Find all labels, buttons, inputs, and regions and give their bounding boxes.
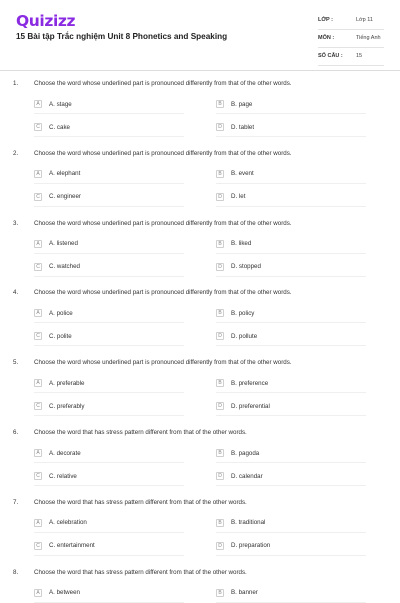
meta-value: Tiếng Anh [356, 35, 381, 41]
question-text: Choose the word whose underlined part is pronounced differently from that of the other words. [34, 80, 292, 87]
option-letter-box: A [34, 379, 42, 387]
answer-option-a[interactable] [34, 379, 84, 387]
answer-option-d[interactable] [216, 332, 257, 340]
option-label: D. stopped [231, 263, 261, 271]
answer-option-d[interactable] [216, 193, 245, 201]
option-letter-box: B [216, 170, 224, 178]
option-divider [34, 555, 184, 556]
answer-option-a[interactable] [34, 170, 80, 178]
answer-option-b[interactable] [216, 100, 252, 108]
question-number: 6. [13, 429, 19, 436]
option-letter-box: D [216, 472, 224, 480]
option-letter-box: A [34, 449, 42, 457]
option-divider [216, 532, 366, 533]
option-label: A. celebration [49, 519, 87, 527]
option-label: D. preparation [231, 542, 271, 550]
question-number: 4. [13, 289, 19, 297]
option-label: A. elephant [49, 170, 81, 178]
answer-option-b[interactable] [216, 170, 254, 178]
answer-option-b[interactable] [216, 240, 251, 248]
option-divider [216, 415, 366, 416]
meta-label: MÔN : [318, 35, 335, 41]
option-divider [216, 276, 366, 277]
question-text: Choose the word whose underlined part is pronounced differently from that of the other words. [34, 149, 292, 157]
option-divider [216, 253, 366, 254]
option-letter-box: C [34, 542, 42, 550]
option-divider [34, 136, 184, 137]
option-divider [216, 462, 366, 463]
option-letter-box: A [34, 589, 42, 597]
option-divider [34, 322, 184, 323]
answer-option-d[interactable] [216, 263, 261, 271]
question-number: 8. [13, 568, 19, 576]
option-label: B. traditional [231, 519, 266, 527]
option-label: C. relative [49, 472, 77, 480]
option-letter-box: C [34, 332, 42, 340]
option-divider [216, 183, 366, 184]
option-label: C. watched [49, 263, 80, 271]
option-letter-box: A [34, 309, 42, 317]
option-label: C. polite [49, 332, 72, 340]
option-letter-box: D [216, 332, 224, 340]
answer-option-b[interactable] [216, 519, 265, 527]
option-label: C. entertainment [49, 542, 95, 550]
question-text: Choose the word that has stress pattern different from that of the other words. [34, 568, 247, 576]
option-label: B. banner [231, 589, 258, 597]
option-letter-box: A [34, 100, 42, 108]
meta-class [318, 11, 384, 30]
option-letter-box: B [216, 240, 224, 248]
option-letter-box: B [216, 309, 224, 317]
option-label: D. preferential [231, 402, 270, 410]
option-divider [216, 136, 366, 137]
option-label: C. engineer [49, 193, 81, 201]
answer-option-d[interactable] [216, 542, 270, 550]
option-divider [34, 206, 184, 207]
meta-value: 15 [356, 53, 363, 59]
option-divider [216, 392, 366, 393]
option-divider [216, 345, 366, 346]
option-divider [216, 602, 366, 603]
option-label: A. stage [49, 100, 72, 108]
option-letter-box: C [34, 402, 42, 410]
meta-subject [318, 29, 384, 48]
option-letter-box: B [216, 449, 224, 457]
meta-count [318, 47, 384, 66]
option-letter-box: C [34, 123, 42, 131]
answer-option-a[interactable] [34, 240, 78, 248]
option-divider [34, 253, 184, 254]
option-label: A. police [49, 309, 73, 317]
option-letter-box: D [216, 542, 224, 550]
option-label: B. preference [231, 379, 269, 387]
meta-label: SỐ CÂU : [318, 53, 343, 59]
answer-option-c[interactable] [34, 263, 80, 271]
option-label: B. pagoda [231, 449, 260, 457]
question-text: Choose the word whose underlined part is pronounced differently from that of the other words. [34, 219, 292, 227]
option-letter-box: A [34, 170, 42, 178]
answer-option-d[interactable] [216, 123, 254, 131]
option-label: A. decorate [49, 449, 81, 457]
option-divider [216, 206, 366, 207]
option-divider [34, 415, 184, 416]
question-number: 7. [13, 498, 19, 506]
option-label: D. tablet [231, 123, 255, 131]
answer-option-b[interactable] [216, 589, 258, 597]
document-title: 15 Bài tập Trắc nghiệm Unit 8 Phonetics and Speaking [16, 32, 228, 41]
answer-option-a[interactable] [34, 519, 87, 527]
answer-option-c[interactable] [34, 472, 77, 480]
option-label: C. preferably [49, 402, 85, 410]
option-letter-box: C [34, 472, 42, 480]
option-label: A. preferable [49, 379, 85, 387]
answer-option-c[interactable] [34, 123, 70, 131]
option-divider [34, 276, 184, 277]
quizizz-logo [16, 13, 75, 29]
option-label: B. policy [231, 309, 255, 317]
option-letter-box: D [216, 193, 224, 201]
option-divider [216, 322, 366, 323]
question-number: 3. [13, 219, 19, 227]
option-label: B. liked [231, 240, 252, 248]
option-label: D. pollute [231, 332, 258, 340]
option-label: B. event [231, 170, 254, 178]
answer-option-a[interactable] [34, 449, 81, 457]
question-text: Choose the word whose underlined part is pronounced differently from that of the other words. [34, 359, 292, 367]
option-letter-box: A [34, 519, 42, 527]
option-letter-box: D [216, 402, 224, 410]
option-label: C. cake [49, 123, 70, 131]
answer-option-b[interactable] [216, 379, 268, 387]
answer-option-b[interactable] [216, 309, 254, 317]
answer-option-b[interactable] [216, 449, 259, 457]
option-label: D. let [231, 193, 246, 201]
answer-option-a[interactable] [34, 309, 73, 317]
option-divider [34, 113, 184, 114]
option-letter-box: A [34, 240, 42, 248]
question-text: Choose the word that has stress pattern different from that of the other words. [34, 429, 247, 436]
option-letter-box: C [34, 263, 42, 271]
answer-option-c[interactable] [34, 193, 81, 201]
answer-option-c[interactable] [34, 542, 95, 550]
answer-option-d[interactable] [216, 402, 270, 410]
option-divider [34, 183, 184, 184]
option-label: D. calendar [231, 472, 263, 480]
header-divider [0, 70, 400, 71]
option-divider [34, 532, 184, 533]
question-text: Choose the word that has stress pattern different from that of the other words. [34, 498, 247, 506]
question-number: 1. [13, 80, 19, 87]
logo-text: Quizizz [16, 12, 76, 30]
option-letter-box: D [216, 123, 224, 131]
option-divider [34, 345, 184, 346]
option-letter-box: C [34, 193, 42, 201]
meta-value: Lớp 11 [356, 17, 373, 23]
option-label: B. page [231, 100, 253, 108]
option-divider [34, 485, 184, 486]
answer-option-a[interactable] [34, 589, 80, 597]
answer-option-a[interactable] [34, 100, 72, 108]
question-text: Choose the word whose underlined part is pronounced differently from that of the other words. [34, 289, 292, 297]
question-number: 5. [13, 359, 19, 367]
answer-option-c[interactable] [34, 402, 84, 410]
answer-option-c[interactable] [34, 332, 72, 340]
option-letter-box: B [216, 100, 224, 108]
option-divider [34, 462, 184, 463]
option-letter-box: D [216, 263, 224, 271]
option-label: A. between [49, 589, 80, 597]
option-divider [216, 485, 366, 486]
option-letter-box: B [216, 519, 224, 527]
option-divider [216, 113, 366, 114]
option-letter-box: B [216, 589, 224, 597]
option-label: A. listened [49, 240, 78, 248]
option-letter-box: B [216, 379, 224, 387]
question-number: 2. [13, 149, 19, 157]
meta-label: LỚP : [318, 17, 333, 23]
option-divider [34, 392, 184, 393]
answer-option-d[interactable] [216, 472, 263, 480]
option-divider [34, 602, 184, 603]
option-divider [216, 555, 366, 556]
